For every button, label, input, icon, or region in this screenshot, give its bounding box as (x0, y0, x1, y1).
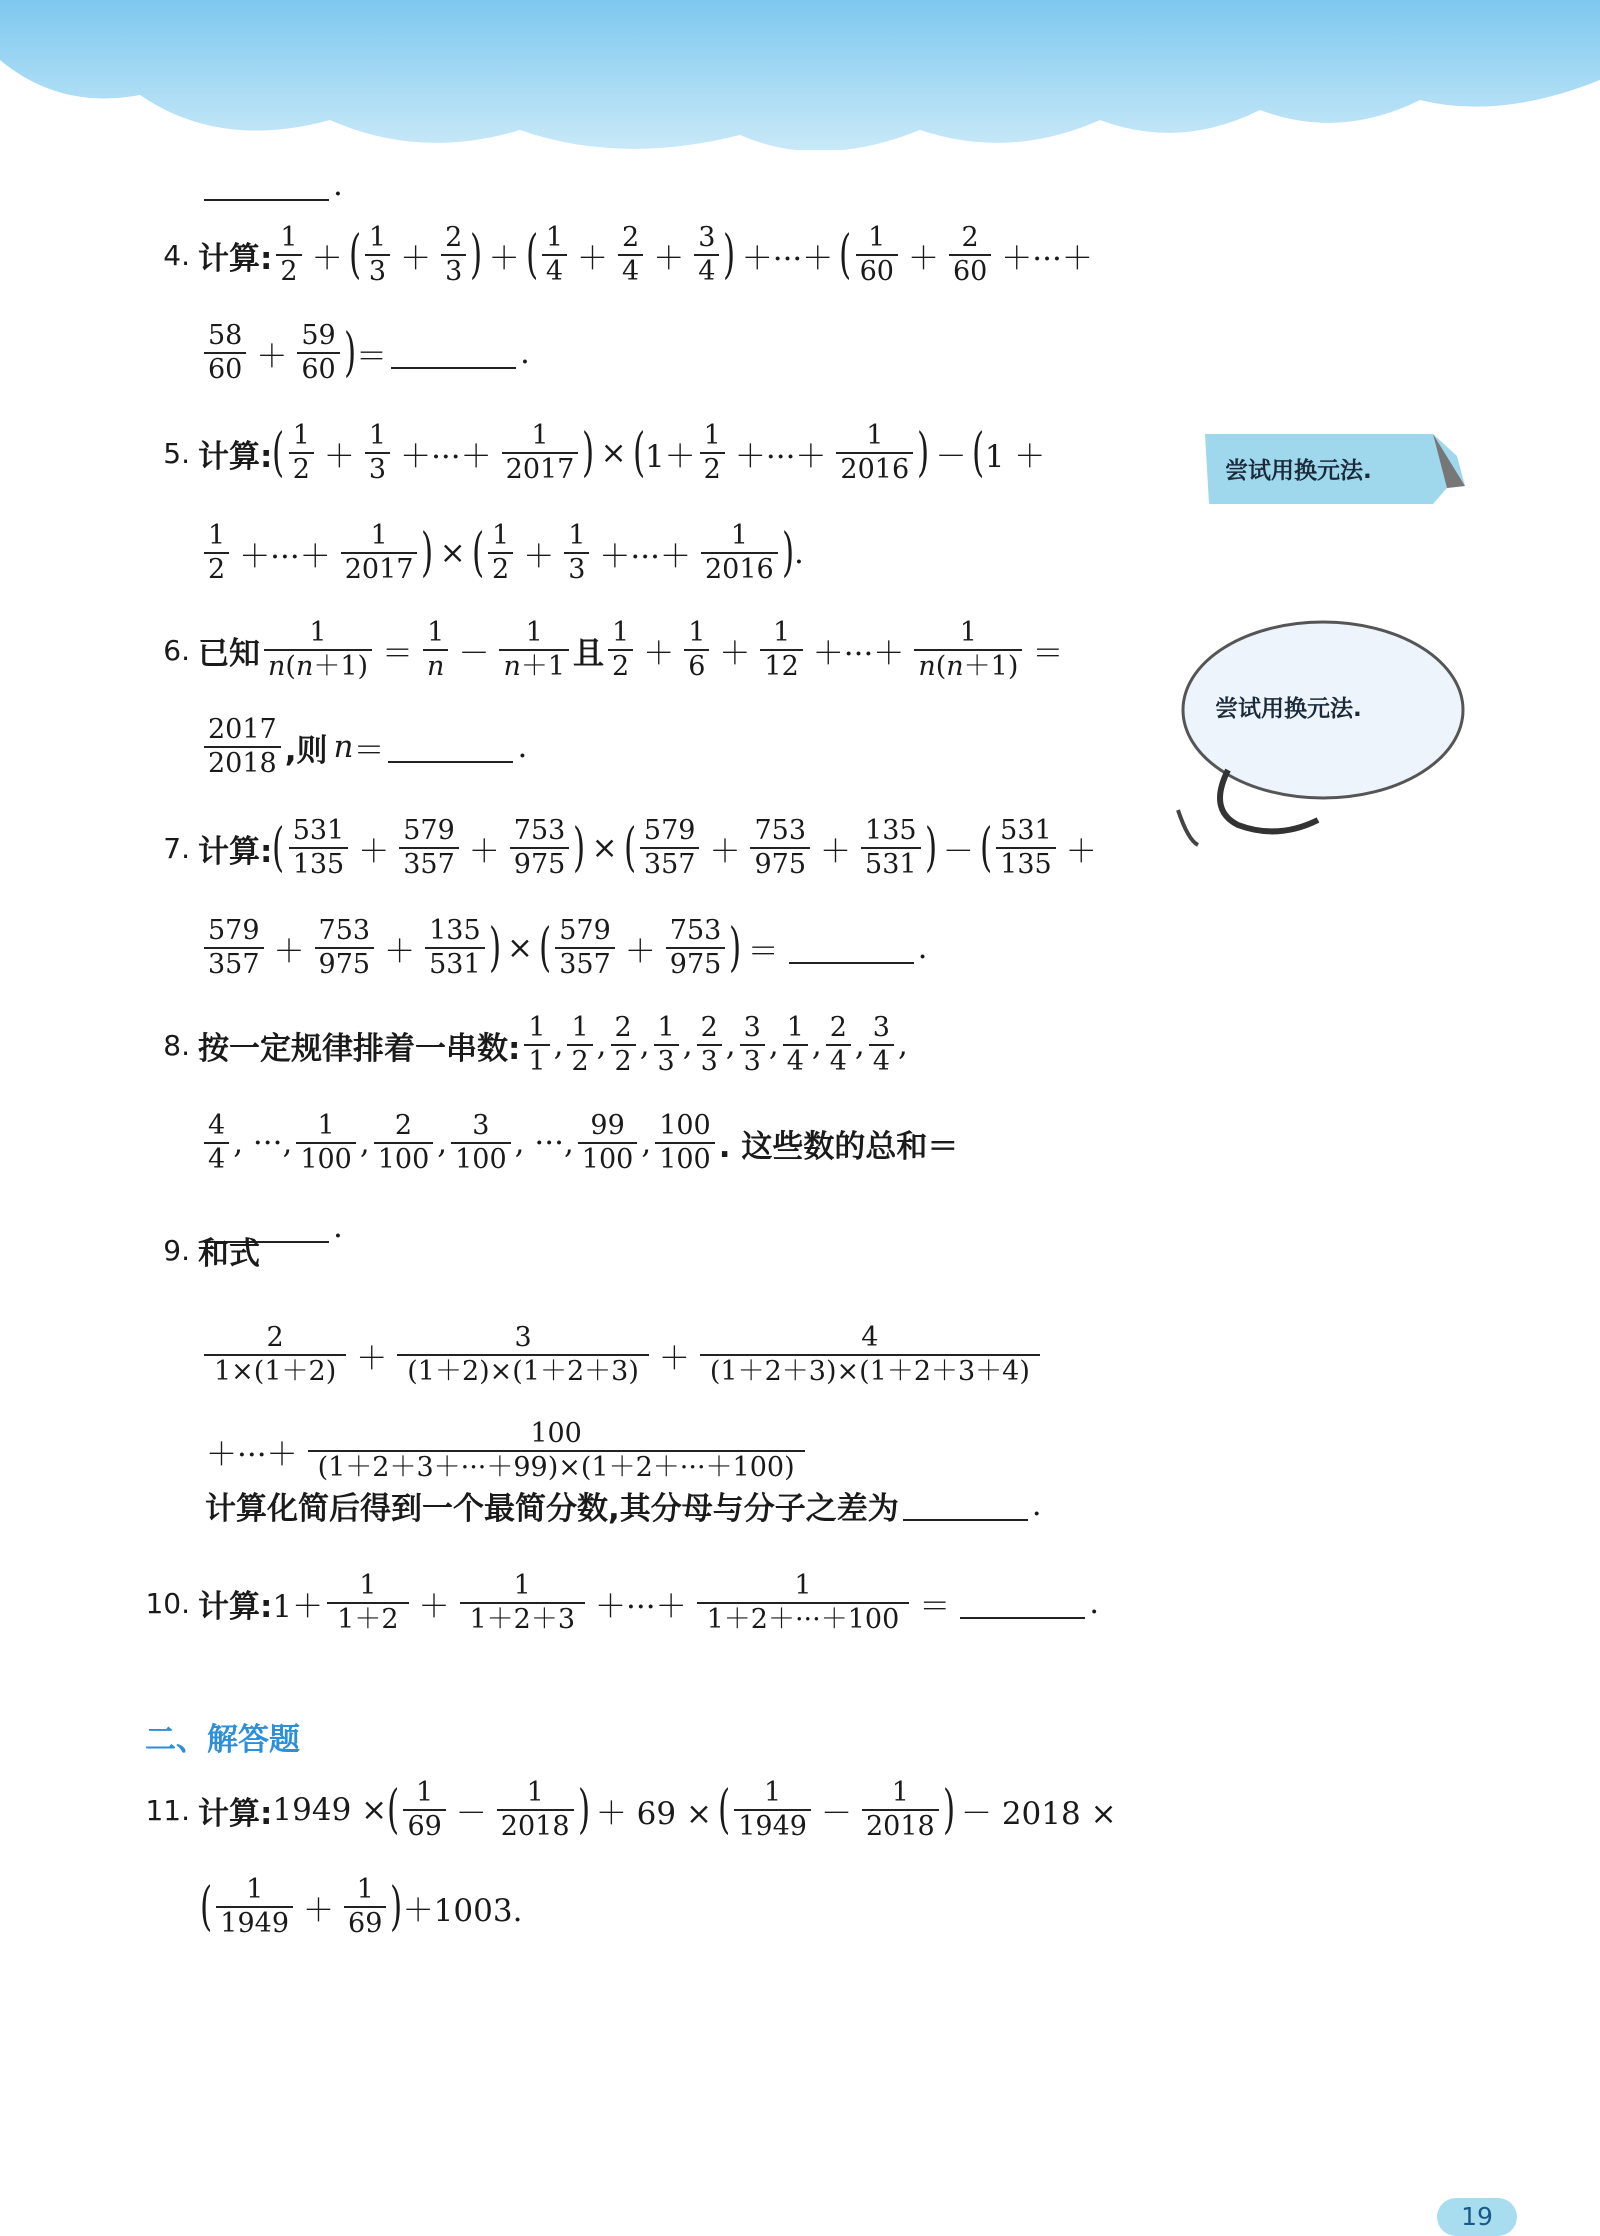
period: . (794, 535, 804, 571)
fraction: 2 3 (697, 1012, 722, 1079)
fraction: 1 3 (654, 1012, 679, 1079)
question-number: 4. (163, 238, 190, 272)
fraction: 3 (1＋2)×(1＋2＋3) (397, 1322, 649, 1389)
answer-blank[interactable] (789, 932, 914, 964)
fraction: 2 4 (826, 1012, 851, 1079)
fraction: 2017 2018 (204, 714, 281, 781)
tip-text: 尝试用换元法. (1225, 458, 1372, 484)
tip-cloud-background (1168, 610, 1478, 860)
question-number: 6. (163, 633, 190, 667)
fraction: 753 975 (315, 915, 375, 982)
question-keyword: 已知 (198, 635, 260, 672)
fraction: 2 60 (949, 222, 991, 289)
question-9-expression-2: ＋···＋ 100 (1＋2＋3＋···＋99)×(1＋2＋···＋100) (200, 1396, 809, 1506)
previous-answer-line: . (200, 130, 343, 240)
question-8-cont: 4 4 , ···, 1 100 , 2 100 , 3 100 , ···, 99 100 , 100 100 . 这些数的总和＝ (200, 1088, 958, 1198)
fraction: 1 n(n＋1) (264, 617, 372, 684)
fraction: 1 2 (700, 420, 725, 487)
question-number: 9. (163, 1233, 190, 1267)
fraction: 99 100 (578, 1110, 638, 1177)
fraction: 135 531 (425, 915, 485, 982)
question-text: 计算化简后得到一个最简分数,其分母与分子之差为 (205, 1490, 899, 1527)
period: . (520, 335, 530, 371)
fraction: 2 4 (618, 222, 643, 289)
question-6-cont (200, 692, 527, 802)
fraction: 100 (1＋2＋3＋···＋99)×(1＋2＋···＋100) (308, 1418, 805, 1485)
question-label: 和式 (198, 1235, 260, 1272)
fraction: 4 (1＋2＋3)×(1＋2＋3＋4) (700, 1322, 1040, 1389)
question-keyword: 计算: (198, 1795, 273, 1832)
answer-blank[interactable] (903, 1489, 1028, 1521)
question-9 (0, 1220, 260, 1280)
fraction: 1 3 (564, 520, 589, 587)
fraction: 579 357 (555, 915, 615, 982)
fraction: 1 1949 (216, 1874, 293, 1941)
fraction: 59 60 (297, 320, 339, 387)
fraction: 1 2 (608, 617, 633, 684)
period: . (333, 1209, 343, 1245)
equals-sign: ＝ (356, 338, 388, 375)
fraction: 1 100 (296, 1110, 356, 1177)
fraction: 753 975 (750, 815, 810, 882)
question-number: 7. (163, 831, 190, 865)
fraction: 2 2 (611, 1012, 636, 1079)
question-keyword: 计算: (198, 833, 273, 870)
question-keyword: 计算: (198, 240, 273, 277)
question-6: 6. 已知 1 n(n＋1) ＝ 1 n － 1 n＋1 且 1 2 ＋ 1 6 ＋ 1 12 ＋···＋ 1 n(n＋1) ＝ (0, 595, 1069, 705)
tip-text: 尝试用换元法. (1215, 696, 1362, 722)
fraction: 1 n＋1 (499, 617, 569, 684)
question-5-cont: 1 2 ＋···＋ 1 2017 ) × ( 1 2 ＋ 1 3 ＋···＋ 1 2016 ) . (200, 498, 804, 608)
fraction: 1 2018 (497, 1777, 574, 1844)
fraction: 1 1＋2＋3 (460, 1570, 586, 1637)
question-11: 11. 计算: 1949 × ( 1 69 － 1 2018 ) ＋ 69 × ( 1 1949 － 1 2018 ) － 2018 × (0, 1755, 1123, 1865)
fraction: 3 4 (694, 222, 719, 289)
period: . (1089, 1585, 1100, 1621)
question-8: 8. 按一定规律排着一串数: 1 1 , 1 2 , 2 2 , 1 3 , 2 3 , 3 3 , 1 4 , 2 4 , 3 4 , (0, 990, 908, 1100)
fraction: 58 60 (204, 320, 246, 387)
fraction: 531 135 (996, 815, 1056, 882)
fraction: 1 6 (684, 617, 709, 684)
fraction: 2 1×(1＋2) (204, 1322, 346, 1389)
fraction: 1 12 (760, 617, 802, 684)
fraction: 1 2 (567, 1012, 592, 1079)
fraction: 100 100 (655, 1110, 715, 1177)
period: . (1031, 1487, 1042, 1523)
fraction: 753 975 (666, 915, 726, 982)
fraction: 1 69 (403, 1777, 445, 1844)
question-7-cont: 579 357 ＋ 753 975 ＋ 135 531 ) × ( 579 357 ＋ 753 975 ) ＝ . (200, 893, 927, 1003)
fraction: 579 357 (640, 815, 700, 882)
answer-blank[interactable] (391, 337, 516, 369)
fraction: 1 2017 (341, 520, 418, 587)
fraction: 753 975 (510, 815, 570, 882)
fraction: 2 100 (374, 1110, 434, 1177)
fraction: 135 531 (861, 815, 921, 882)
fraction: 579 357 (399, 815, 459, 882)
question-text: ,则 (284, 732, 328, 769)
period: . (517, 729, 528, 765)
fraction: 3 100 (451, 1110, 511, 1177)
question-11-cont: ( 1 1949 ＋ 1 69 ) ＋1003. (200, 1873, 523, 1939)
fraction: 1 3 (365, 222, 390, 289)
fraction: 579 357 (204, 915, 264, 982)
answer-blank[interactable] (960, 1587, 1085, 1619)
question-text: ＋1003. (402, 1892, 523, 1929)
sky-header-decoration (0, 0, 1600, 150)
fraction: 1 2 (276, 222, 301, 289)
fraction: 1 1＋2＋···＋100 (697, 1570, 910, 1637)
fraction: 1 2 (289, 420, 314, 487)
question-number: 5. (163, 436, 190, 470)
fraction: 1 n (423, 617, 448, 684)
fraction: 1 2018 (862, 1777, 939, 1844)
section-heading: 二、解答题 (145, 1722, 300, 1758)
question-number: 8. (163, 1028, 190, 1062)
fraction: 1 3 (365, 420, 390, 487)
fraction: 1 n(n＋1) (914, 617, 1022, 684)
fraction: 1 1949 (734, 1777, 811, 1844)
fraction: 3 4 (869, 1012, 894, 1079)
equals-sign: ＝ (353, 732, 385, 769)
fraction: 2 3 (441, 222, 466, 289)
fraction: 1 2017 (502, 420, 579, 487)
question-number: 10. (145, 1586, 190, 1620)
question-10: 10. 计算: 1＋ 1 1＋2 ＋ 1 1＋2＋3 ＋···＋ 1 1＋2＋···＋100 ＝ . (0, 1548, 1099, 1658)
question-text: . 这些数的总和＝ (718, 1128, 959, 1165)
fraction: 1 2 (488, 520, 513, 587)
question-5: 5. 计算: ( 1 2 ＋ 1 3 ＋···＋ 1 2017 ) × ( 1＋ 1 2 ＋···＋ 1 2016 ) － ( 1 ＋ (0, 398, 1045, 508)
fraction: 531 135 (289, 815, 349, 882)
question-keyword: 计算: (198, 438, 273, 475)
question-9-expression-1: 2 1×(1＋2) ＋ 3 (1＋2)×(1＋2＋3) ＋ 4 (1＋2＋3)×(1＋2＋3＋4) (200, 1300, 1044, 1410)
question-4-cont: 58 60 ＋ 59 60 ) ＝ . (200, 298, 530, 408)
fraction: 1 2 (204, 520, 229, 587)
fraction: 1 1＋2 (327, 1570, 408, 1637)
fraction: 1 2016 (836, 420, 913, 487)
fraction: 1 69 (344, 1874, 386, 1941)
page-number: 19 (1437, 2198, 1517, 2236)
question-7: 7. 计算: ( 531 135 ＋ 579 357 ＋ 753 975 ) × ( 579 357 ＋ 753 975 ＋ 135 531 ) － ( 531 135 ＋ (0, 793, 1103, 903)
fraction: 1 2016 (701, 520, 778, 587)
question-number: 11. (145, 1793, 190, 1827)
question-9-conclusion (205, 1470, 1042, 1540)
question-4: 4. 计算: 1 2 ＋ ( 1 3 ＋ 2 3 ) ＋ ( 1 4 ＋ 2 4 ＋ 3 4 ) ＋···＋ ( 1 60 ＋ 2 60 ＋···＋ (0, 200, 1099, 310)
fraction: 1 1 (524, 1012, 549, 1079)
fraction: 1 60 (856, 222, 898, 289)
question-keyword: 计算: (198, 1588, 273, 1625)
fraction: 1 4 (542, 222, 567, 289)
variable-n: n (333, 729, 354, 765)
fraction: 4 4 (204, 1110, 229, 1177)
period: . (917, 930, 928, 966)
fraction: 1 4 (783, 1012, 808, 1079)
answer-blank[interactable] (204, 169, 329, 201)
answer-blank[interactable] (388, 731, 513, 763)
question-text: 按一定规律排着一串数: (198, 1030, 521, 1067)
fraction: 3 3 (740, 1012, 765, 1079)
conjunction: 且 (573, 635, 605, 672)
